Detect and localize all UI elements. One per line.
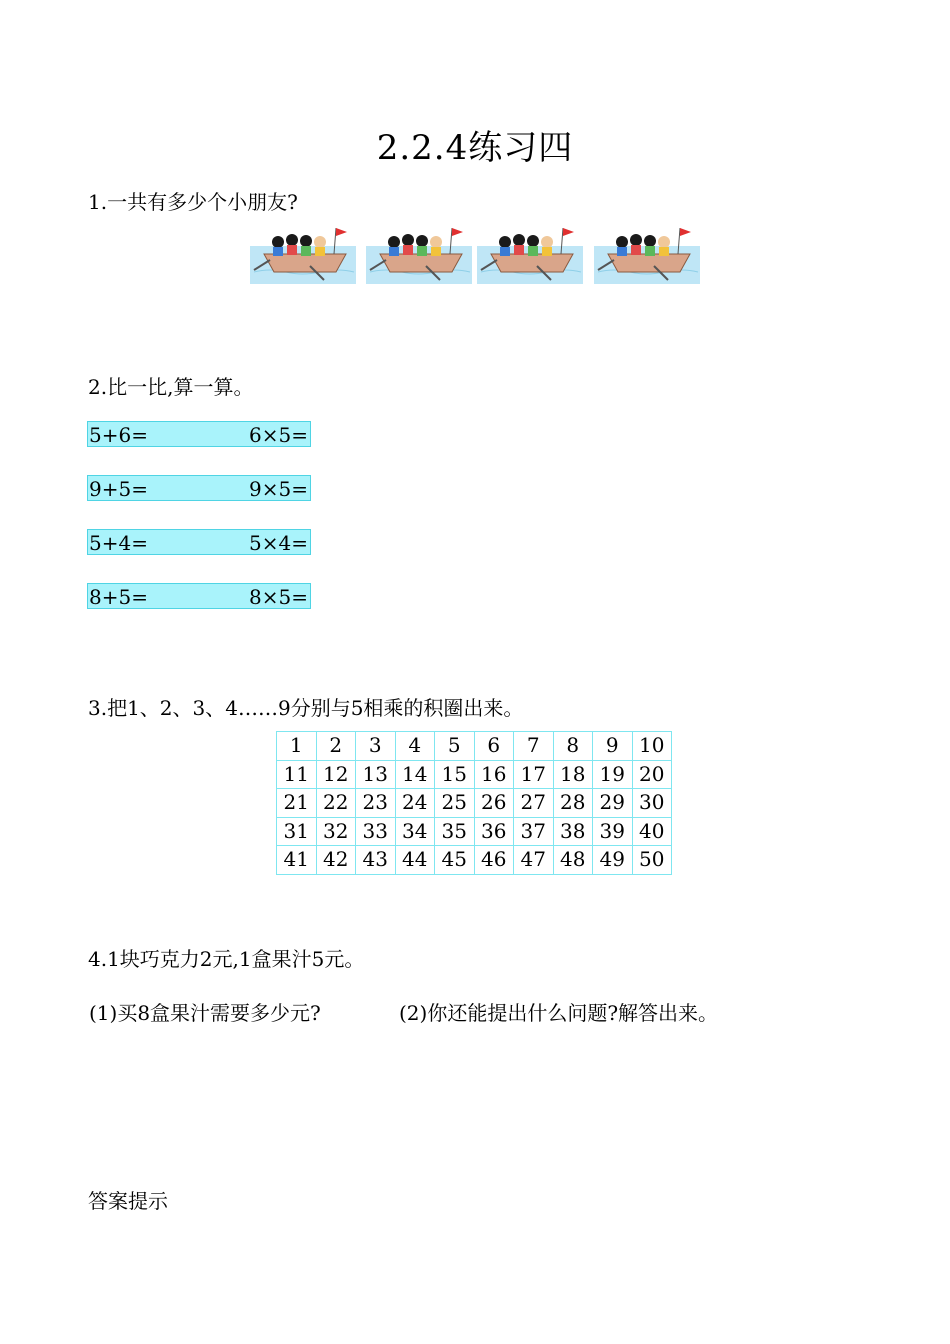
grid-cell[interactable]: 10 [632, 732, 672, 761]
boat-icon [366, 226, 472, 284]
calc-left-expression: 8+5= [89, 585, 148, 609]
grid-cell[interactable]: 17 [514, 760, 554, 789]
grid-cell[interactable]: 13 [356, 760, 396, 789]
grid-cell[interactable]: 25 [435, 789, 475, 818]
grid-cell[interactable]: 27 [514, 789, 554, 818]
grid-cell[interactable]: 26 [474, 789, 514, 818]
grid-cell[interactable]: 47 [514, 846, 554, 875]
grid-cell[interactable]: 33 [356, 817, 396, 846]
grid-cell[interactable]: 40 [632, 817, 672, 846]
grid-cell[interactable]: 3 [356, 732, 396, 761]
grid-cell[interactable]: 24 [395, 789, 435, 818]
question-4-part-2: (2)你还能提出什么问题?解答出来。 [399, 1001, 719, 1025]
calc-left-expression: 5+4= [89, 531, 148, 555]
boat-icon [250, 226, 356, 284]
grid-cell[interactable]: 21 [277, 789, 317, 818]
grid-cell[interactable]: 30 [632, 789, 672, 818]
question-3: 3.把1、2、3、4……9分别与5相乘的积圈出来。 [88, 696, 524, 720]
question-4-part-1: (1)买8盒果汁需要多少元? [89, 1001, 321, 1025]
calc-right-expression: 9×5= [249, 477, 308, 501]
calc-right-expression: 5×4= [249, 531, 308, 555]
answer-heading: 答案提示 [88, 1189, 168, 1213]
grid-row [277, 846, 672, 875]
grid-cell[interactable]: 38 [553, 817, 593, 846]
grid-cell[interactable]: 20 [632, 760, 672, 789]
grid-cell[interactable]: 2 [316, 732, 356, 761]
grid-cell[interactable]: 49 [593, 846, 633, 875]
grid-cell[interactable]: 32 [316, 817, 356, 846]
grid-cell[interactable]: 12 [316, 760, 356, 789]
grid-cell[interactable]: 7 [514, 732, 554, 761]
grid-cell[interactable]: 18 [553, 760, 593, 789]
grid-cell[interactable]: 14 [395, 760, 435, 789]
calc-left-expression: 9+5= [89, 477, 148, 501]
grid-cell[interactable]: 15 [435, 760, 475, 789]
grid-cell[interactable]: 11 [277, 760, 317, 789]
calc-row [87, 583, 311, 609]
grid-cell[interactable]: 42 [316, 846, 356, 875]
grid-cell[interactable]: 45 [435, 846, 475, 875]
grid-cell[interactable]: 22 [316, 789, 356, 818]
grid-cell[interactable]: 46 [474, 846, 514, 875]
grid-cell[interactable]: 19 [593, 760, 633, 789]
grid-cell[interactable]: 1 [277, 732, 317, 761]
number-grid [276, 731, 672, 875]
calc-right-expression: 6×5= [249, 423, 308, 447]
calc-row [87, 421, 311, 447]
grid-cell[interactable]: 34 [395, 817, 435, 846]
grid-cell[interactable]: 4 [395, 732, 435, 761]
grid-cell[interactable]: 31 [277, 817, 317, 846]
calc-row [87, 529, 311, 555]
boat-icon [594, 226, 700, 284]
grid-cell[interactable]: 28 [553, 789, 593, 818]
question-2: 2.比一比,算一算。 [88, 375, 254, 399]
page-title: 2.2.4练习四 [376, 128, 574, 168]
grid-row [277, 760, 672, 789]
grid-cell[interactable]: 35 [435, 817, 475, 846]
grid-cell[interactable]: 29 [593, 789, 633, 818]
grid-cell[interactable]: 39 [593, 817, 633, 846]
grid-row [277, 732, 672, 761]
grid-cell[interactable]: 16 [474, 760, 514, 789]
grid-row [277, 789, 672, 818]
question-1: 1.一共有多少个小朋友? [88, 190, 298, 214]
calc-right-expression: 8×5= [249, 585, 308, 609]
boat-illustration-row [250, 226, 710, 286]
grid-cell[interactable]: 41 [277, 846, 317, 875]
grid-cell[interactable]: 50 [632, 846, 672, 875]
grid-cell[interactable]: 43 [356, 846, 396, 875]
question-4: 4.1块巧克力2元,1盒果汁5元。 [88, 947, 365, 971]
grid-cell[interactable]: 44 [395, 846, 435, 875]
calc-left-expression: 5+6= [89, 423, 148, 447]
grid-row [277, 817, 672, 846]
boat-icon [477, 226, 583, 284]
grid-cell[interactable]: 23 [356, 789, 396, 818]
grid-cell[interactable]: 6 [474, 732, 514, 761]
grid-cell[interactable]: 37 [514, 817, 554, 846]
calc-row [87, 475, 311, 501]
grid-cell[interactable]: 48 [553, 846, 593, 875]
grid-cell[interactable]: 9 [593, 732, 633, 761]
grid-cell[interactable]: 8 [553, 732, 593, 761]
grid-cell[interactable]: 5 [435, 732, 475, 761]
grid-cell[interactable]: 36 [474, 817, 514, 846]
